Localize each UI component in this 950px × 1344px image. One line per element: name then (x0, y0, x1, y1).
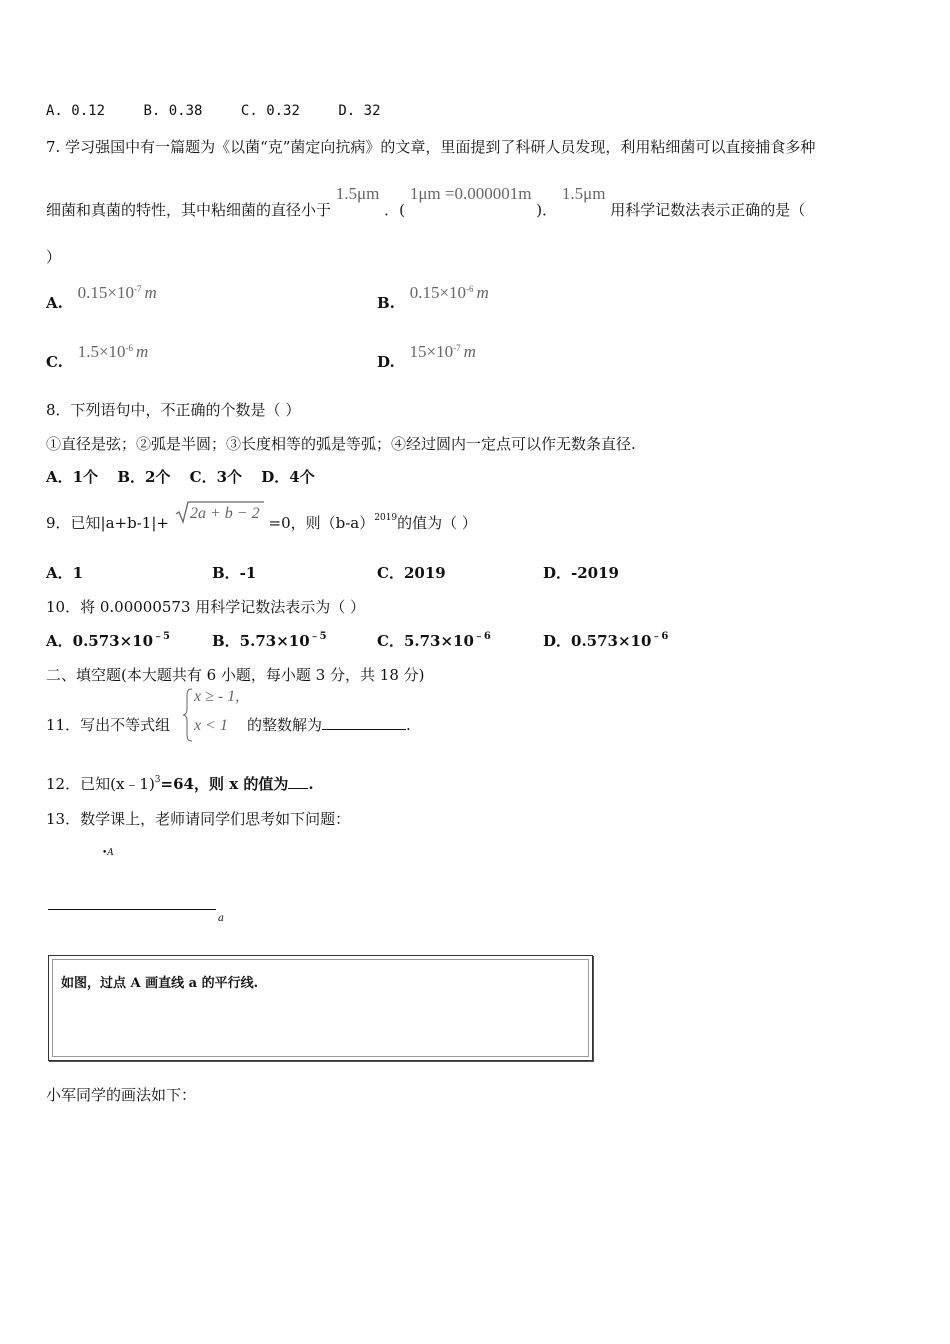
q7-option-d-exp: -7 (453, 343, 461, 353)
q7-option-a-label: A. (46, 294, 63, 312)
q7-text-mid1: ．( (384, 201, 406, 219)
q13-followup: 小军同学的画法如下： (46, 1086, 197, 1104)
q7-option-a-unit: m (144, 283, 157, 302)
q7-option-b-base: 0.15×10 (409, 283, 467, 302)
q9-prefix: 9．已知|a+b-1|+ (46, 514, 169, 532)
q9-stem (46, 498, 477, 538)
q10-option-c (377, 630, 491, 651)
q7-expr-diameter-2: 1.5μm (561, 184, 606, 203)
q10-option-b-base: B．5.73×10 (212, 632, 310, 650)
q9-mid: =0，则（b-a） (268, 514, 375, 532)
q7-option-a (46, 283, 157, 312)
q11-inequality-1: x ≥ - 1, (194, 688, 240, 705)
problem-box (48, 955, 593, 1061)
q12-end: . (308, 775, 314, 793)
q7-expr-conversion: 1μm =0.000001m (409, 184, 532, 203)
q9-option-d: D．-2019 (543, 564, 619, 582)
q9-suffix: 的值为（ ） (397, 514, 477, 532)
q7-option-a-base: 0.15×10 (77, 283, 134, 302)
q7-option-c (46, 342, 149, 371)
q7-option-d-label: D. (377, 353, 395, 371)
q9-option-c: C．2019 (377, 564, 446, 582)
q7-option-b-label: B. (377, 294, 395, 312)
q10-option-a (46, 630, 170, 651)
q7-option-d (377, 342, 476, 371)
q10-option-d-exp: ﹣6 (651, 631, 669, 642)
q11-suffix: 的整数解为 (247, 716, 323, 734)
q7-option-a-exp: -7 (134, 284, 142, 294)
q6-option-d: D. 32 (338, 103, 381, 119)
sqrt-sign-icon (174, 500, 264, 526)
q12-prefix: 12．已知(x﹣1) (46, 775, 155, 793)
line-a (48, 909, 216, 910)
q12-answer-blank[interactable] (288, 788, 308, 789)
q12-mid: =64，则 x 的值为 (160, 775, 289, 793)
q7-text-b: 用科学记数法表示正确的是（ (610, 201, 806, 219)
q7-option-d-unit: m (463, 342, 476, 361)
q7-option-d-base: 15×10 (409, 342, 454, 361)
q7-option-b-exp: -6 (466, 284, 474, 294)
q8-statements: ①直径是弦；②弧是半圆；③长度相等的弧是等弧；④经过圆内一定点可以作无数条直径. (46, 435, 636, 453)
q10-stem: 10．将 0.00000573 用科学记数法表示为（ ） (46, 598, 366, 616)
section-2-heading: 二、填空题(本大题共有 6 小题，每小题 3 分，共 18 分) (46, 666, 425, 684)
q8-option-a: A．1个 (46, 468, 99, 486)
q6-option-b: B. 0.38 (143, 103, 203, 119)
q11-answer-blank[interactable] (322, 729, 406, 730)
q7-line2 (46, 183, 805, 223)
q7-option-c-unit: m (136, 342, 149, 361)
q12-stem (46, 773, 314, 794)
q7-line1: 7. 学习强国中有一篇题为《以菌“克”菌定向抗病》的文章，里面提到了科研人员发现，利用粘细菌可以直接捕食多种 (46, 138, 816, 156)
q9-option-a: A．1 (46, 564, 84, 582)
q7-text-mid2: )． (536, 201, 558, 219)
q11-end: . (406, 716, 411, 734)
q10-option-c-base: C．5.73×10 (377, 632, 474, 650)
q11-prefix: 11．写出不等式组 (46, 716, 171, 734)
q8-stem: 8．下列语句中，不正确的个数是（ ） (46, 401, 301, 419)
q10-option-b-exp: ﹣5 (309, 631, 327, 642)
q12-exponent: 3 (154, 775, 161, 785)
q6-option-c: C. 0.32 (240, 103, 300, 119)
line-a-label: a (218, 913, 224, 924)
q8-option-c: C．3个 (189, 468, 243, 486)
q10-option-d (543, 630, 668, 651)
q11-tail (247, 714, 411, 735)
q6-options (46, 103, 411, 119)
q7-expr-diameter: 1.5μm (335, 184, 380, 203)
problem-box-text: 如图，过点 A 画直线 a 的平行线. (61, 976, 259, 991)
q11-system (182, 688, 242, 742)
q10-option-c-exp: ﹣6 (473, 631, 491, 642)
q7-option-c-base: 1.5×10 (77, 342, 126, 361)
q6-option-a: A. 0.12 (46, 103, 106, 119)
q9-exponent: 2019 (374, 513, 398, 523)
q7-option-b-unit: m (476, 283, 489, 302)
q8-options (46, 466, 315, 487)
q10-option-a-base: A．0.573×10 (46, 632, 154, 650)
q7-option-b (377, 283, 489, 312)
q10-option-d-base: D．0.573×10 (543, 632, 652, 650)
q11-inequality-2: x < 1 (194, 717, 228, 734)
q8-option-d: D．4个 (261, 468, 315, 486)
q7-option-c-label: C. (46, 353, 63, 371)
q10-option-b (212, 630, 327, 651)
point-a-label: •A (102, 848, 114, 858)
q7-text-a: 细菌和真菌的特性，其中粘细菌的直径小于 (46, 201, 332, 219)
q13-stem: 13．数学课上，老师请同学们思考如下问题： (46, 810, 351, 828)
q9-option-b: B．-1 (212, 564, 257, 582)
q9-radicand: 2a + b − 2 (189, 505, 260, 522)
left-brace-icon (182, 688, 194, 742)
q7-option-c-exp: -6 (125, 343, 134, 353)
q10-option-a-exp: ﹣5 (153, 631, 171, 642)
q9-sqrt (174, 500, 264, 526)
q8-option-b: B．2个 (117, 468, 171, 486)
q7-line3: ） (46, 248, 62, 266)
